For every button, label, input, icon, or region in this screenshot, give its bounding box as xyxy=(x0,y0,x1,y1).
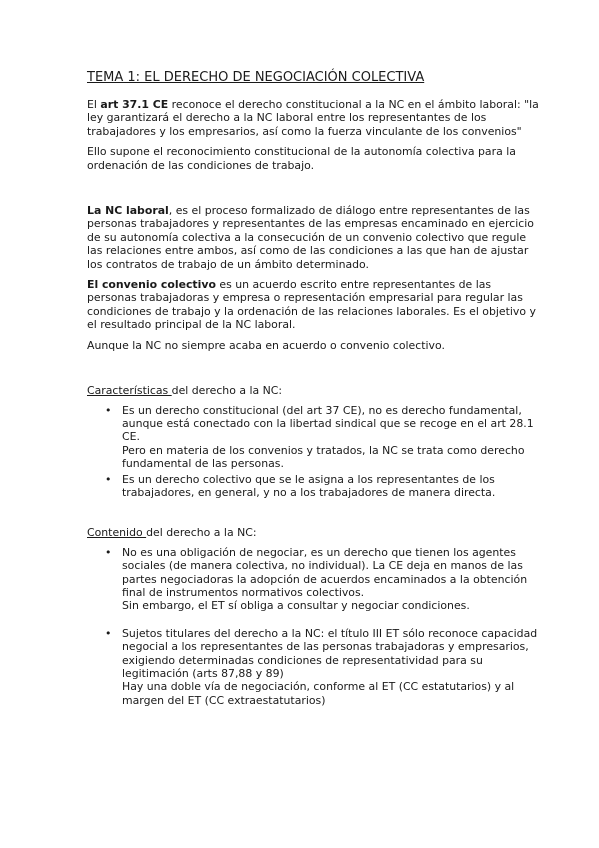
list-item-text: Sujetos titulares del derecho a la NC: el título III ET sólo reconoce capacidad negocial a los representantes de las personas trabajadoras y empresarios, exigiendo determinadas condiciones de representatividad para su legitimación (arts 87,88 y 89) xyxy=(122,626,538,680)
para1-pre: El xyxy=(87,98,101,111)
spacer xyxy=(87,359,539,384)
para3-bold: La NC laboral xyxy=(87,204,169,218)
bullet-icon: • xyxy=(105,626,112,640)
bullet-icon: • xyxy=(105,472,112,486)
list-item-text: Hay una doble vía de negociación, conforme al ET (CC estatutarios) y al margen del ET (CC extraestatutarios) xyxy=(122,680,515,707)
paragraph-art-37 xyxy=(87,98,539,138)
list-item xyxy=(105,545,539,613)
section-heading-caracteristicas xyxy=(87,384,539,397)
para3-post: , es el proceso formalizado de diálogo entre representantes de las personas trabajadores y representantes de las empresas encaminado en ejercicio de su autonomía colectiva a la consecución de un convenio colectivo que regule las relaciones entre ambos, así como de las condiciones a las que han de ajustar los contratos de trabajo de un ámbito determinado. xyxy=(87,204,534,271)
section-contenido xyxy=(87,526,539,707)
paragraph-convenio-colectivo xyxy=(87,278,539,332)
para4-post: es un acuerdo escrito entre representantes de las personas trabajadoras y empresa o representación empresarial para regular las condiciones de trabajo y la ordenación de las relaciones laborales. Es el objetivo y el resultado principal de la NC laboral. xyxy=(87,278,536,332)
spacer xyxy=(87,501,539,526)
bullet-list-caracteristicas xyxy=(87,404,539,500)
list-item-text: Sin embargo, el ET sí obliga a consultar y negociar condiciones. xyxy=(122,599,470,613)
paragraph-autonomia: Ello supone el reconocimiento constitucional de la autonomía colectiva para la ordenación de las condiciones de trabajo. xyxy=(87,145,516,172)
spacer xyxy=(87,179,539,204)
list-item-text: Es un derecho constitucional (del art 37 CE), no es derecho fundamental, aunque está conectado con la libertad sindical que se recoge en el art 28.1 CE. xyxy=(122,403,534,444)
paragraph-aunque: Aunque la NC no siempre acaba en acuerdo o convenio colectivo. xyxy=(87,338,445,352)
para4-bold: El convenio colectivo xyxy=(87,278,216,292)
para1-bold: art 37.1 CE xyxy=(100,98,169,111)
section-caracteristicas xyxy=(87,384,539,499)
list-item-text: Es un derecho colectivo que se le asigna a los representantes de los trabajadores, en general, y no a los trabajadores de manera directa. xyxy=(122,472,496,499)
list-item-text: No es una obligación de negociar, es un derecho que tienen los agentes sociales (de manera colectiva, no individual). La CE deja en manos de las partes negociadoras la adopción de acuerdos encaminados a la obtención final de instrumentos normativos colectivos. xyxy=(122,545,528,599)
heading-underlined: Contenido xyxy=(87,526,147,540)
document-title: TEMA 1: EL DERECHO DE NEGOCIACIÓN COLECTIVA xyxy=(87,70,425,85)
heading-underlined: Características xyxy=(87,384,172,398)
heading-rest: del derecho a la NC: xyxy=(146,526,257,540)
list-item xyxy=(105,472,539,500)
section-heading-contenido xyxy=(87,526,539,539)
heading-rest: del derecho a la NC: xyxy=(171,384,283,398)
bullet-icon: • xyxy=(105,545,112,559)
list-item xyxy=(105,403,539,471)
list-item-text: Pero en materia de los convenios y tratados, la NC se trata como derecho fundamental de las personas. xyxy=(122,443,525,471)
bullet-icon: • xyxy=(105,403,112,417)
paragraph-nc-laboral xyxy=(87,204,539,271)
list-item xyxy=(105,626,539,707)
bullet-list-contenido xyxy=(87,546,539,707)
para1-post: reconoce el derecho constitucional a la NC en el ámbito laboral: "la ley garantizará el derecho a la NC laboral entre los representantes de los trabajadores y los empresarios, así como la fuerza vinculante de los convenios" xyxy=(87,98,539,138)
